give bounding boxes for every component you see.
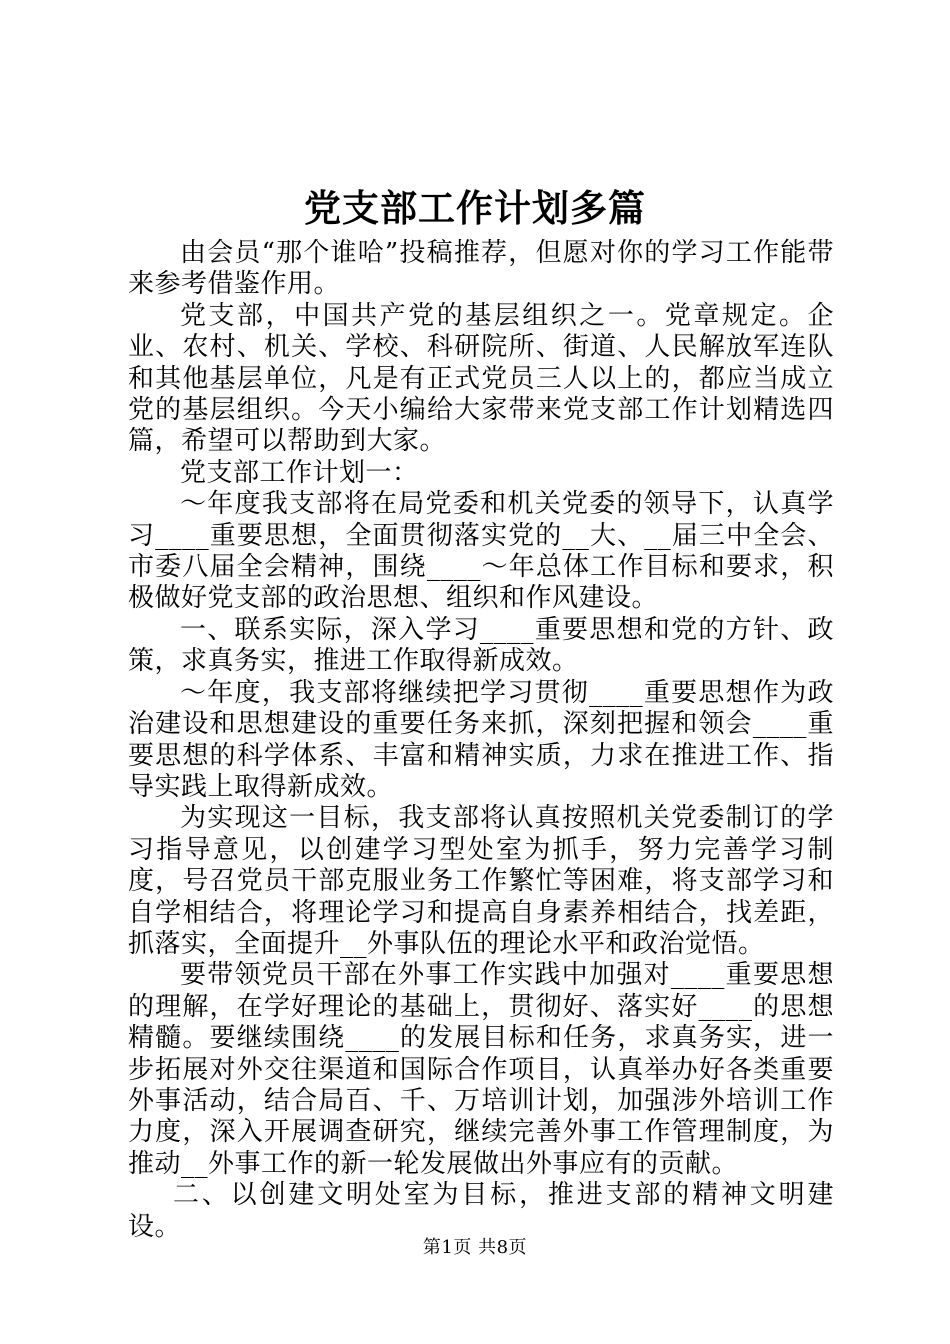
paragraph-annual-plan: ～年度我支部将在局党委和机关党委的领导下，认真学习____重要思想，全面贯彻落实党的__大、__届三中全会、市委八届全会精神，围绕____～年总体工作目标和要求，积极做好党支部的政治思想、组织和作风建设。 [128,489,834,614]
paragraph-section-one-body: ～年度，我支部将继续把学习贯彻____重要思想作为政治建设和思想建设的重要任务来抓，深刻把握和领会____重要思想的科学体系、丰富和精神实质，力求在推进工作、指导实践上取得新成效。 [128,677,834,802]
document-title: 党支部工作计划多篇 [304,186,646,230]
paragraph-goal-implementation: 为实现这一目标，我支部将认真按照机关党委制订的学习指导意见，以创建学习型处室为抓手，努力完善学习制度，号召党员干部克服业务工作繁忙等困难，将支部学习和自学相结合，将理论学习和提高自身素养相结合，找差距，抓落实，全面提升__外事队伍的理论水平和政治觉悟。 [128,803,834,959]
paragraph-section-one-heading: 一、联系实际，深入学习____重要思想和党的方针、政策，求真务实，推进工作取得新成效。 [128,614,834,677]
page-footer: 第1页 共8页 [422,1237,528,1258]
paragraph-leadership-practice: 要带领党员干部在外事工作实践中加强对____重要思想的理解，在学好理论的基础上，贯彻好、落实好____的思想精髓。要继续围绕____的发展目标和任务，求真务实，进一步拓展对外交往渠道和国际合作项目，认真举办好各类重要外事活动，结合局百、千、万培训计划，加强涉外培训工作力度，深入开展调查研究，继续完善外事工作管理制度，为推动__外事工作的新一轮发展做出外事应有的贡献。 [128,960,834,1179]
document-body [128,238,834,1243]
paragraph-section-two-heading: 二、以创建文明处室为目标，推进支部的精神文明建设。 [128,1180,834,1242]
paragraph-party-branch-definition: 党支部，中国共产党的基层组织之一。党章规定。企业、农村、机关、学校、科研院所、街道、人民解放军连队和其他基层单位，凡是有正式党员三人以上的，都应当成立党的基层组织。今天小编给大家带来党支部工作计划精选四篇，希望可以帮助到大家。 [128,300,834,457]
paragraph-intro: 由会员“那个谁哈”投稿推荐，但愿对你的学习工作能带来参考借鉴作用。 [128,238,834,300]
paragraph-plan-one-heading: 党支部工作计划一： [180,457,419,488]
